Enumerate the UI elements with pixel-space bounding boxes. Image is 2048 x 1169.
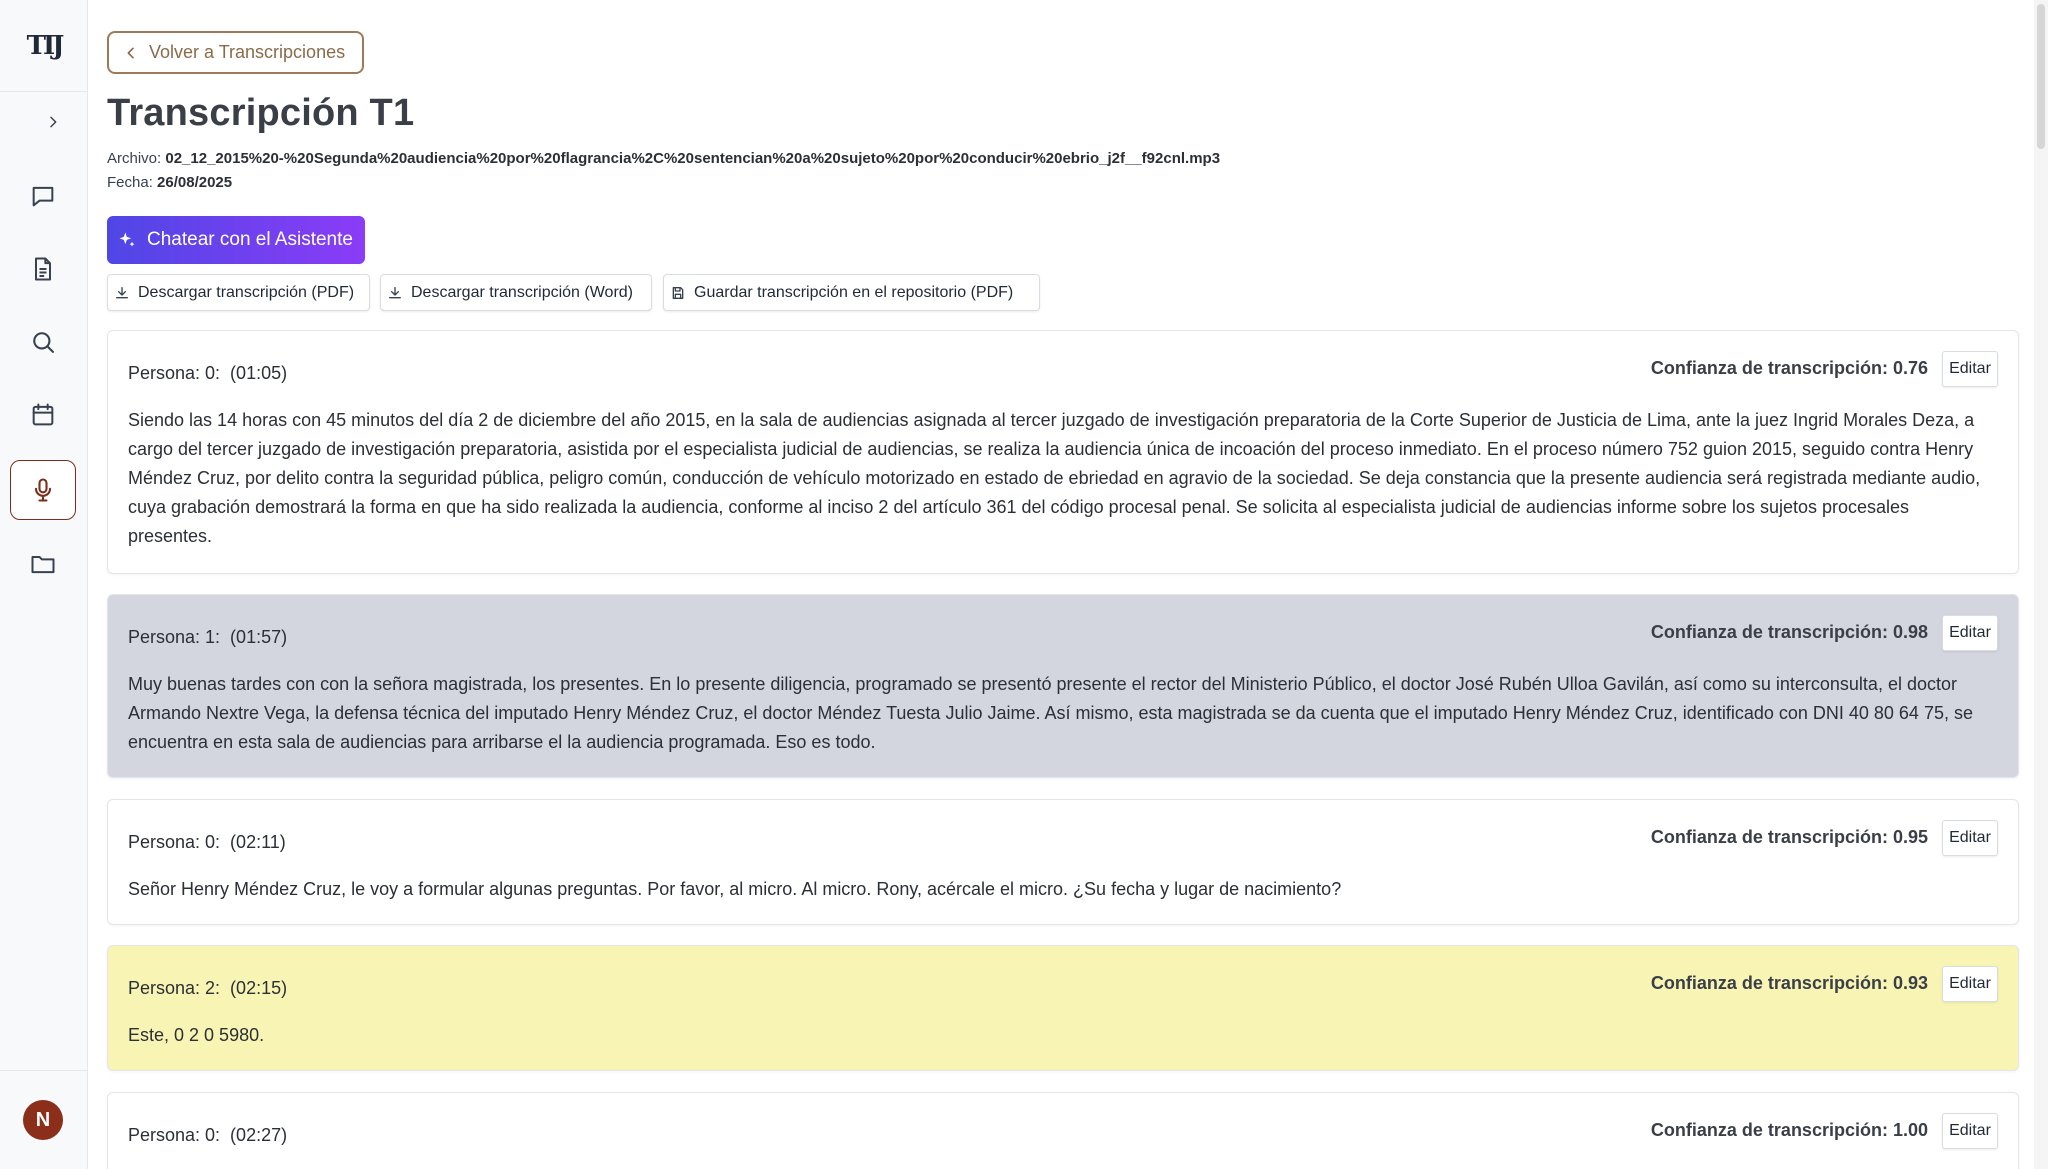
- edit-segment-button[interactable]: Editar: [1942, 615, 1998, 651]
- edit-segment-button[interactable]: Editar: [1942, 966, 1998, 1002]
- transcript-segment: [107, 799, 2019, 925]
- date-value: 26/08/2025: [157, 174, 233, 191]
- microphone-icon: [29, 476, 57, 504]
- edit-segment-button[interactable]: Editar: [1942, 820, 1998, 856]
- file-info: [107, 150, 1220, 167]
- download-icon: [114, 285, 130, 301]
- sidebar: [0, 0, 88, 1169]
- chat-icon: [29, 182, 57, 210]
- download-icon: [387, 285, 403, 301]
- segment-text: Este, 0 2 0 5980.: [128, 1025, 265, 1045]
- chevron-left-icon: [123, 45, 139, 61]
- transcript-segment: [107, 1092, 2019, 1169]
- segment-text: Señor Henry Méndez Cruz, le voy a formular algunas preguntas. Por favor, al micro. Al micro. Rony, acércale el micro. ¿Su fecha y lugar de nacimiento?: [128, 879, 1342, 899]
- sparkles-icon: [117, 230, 137, 250]
- edit-segment-button[interactable]: Editar: [1942, 351, 1998, 387]
- segment-speaker: Persona: 0: (02:11): [128, 832, 286, 852]
- folder-icon: [29, 550, 57, 578]
- segment-confidence: Confianza de transcripción: 0.93: [1650, 973, 1928, 993]
- segment-speaker: Persona: 1: (01:57): [128, 627, 288, 647]
- page-title: Transcripción T1: [107, 92, 415, 134]
- edit-segment-button[interactable]: Editar: [1942, 1113, 1998, 1149]
- save-icon: [670, 285, 686, 301]
- page-scrollbar[interactable]: [2034, 0, 2048, 1169]
- back-button-label: Volver a Transcripciones: [149, 42, 346, 62]
- sidebar-item-documents[interactable]: [10, 239, 76, 299]
- segment-speaker: Persona: 0: (02:27): [128, 1125, 288, 1145]
- segment-speaker: Persona: 2: (02:15): [128, 978, 288, 998]
- sidebar-item-chat[interactable]: [10, 166, 76, 226]
- transcript-segment: [107, 945, 2019, 1071]
- segment-speaker: Persona: 0: (01:05): [128, 363, 288, 383]
- expand-sidebar-button[interactable]: [0, 96, 88, 148]
- back-to-transcriptions-button[interactable]: [107, 31, 364, 74]
- transcript-segment: [107, 330, 2019, 574]
- date-label: Fecha:: [107, 174, 153, 191]
- download-pdf-button[interactable]: [107, 274, 370, 311]
- segment-confidence: Confianza de transcripción: 1.00: [1650, 1120, 1928, 1140]
- date-info: [107, 174, 232, 191]
- save-repository-button[interactable]: [663, 274, 1040, 311]
- download-word-label: Descargar transcripción (Word): [411, 283, 633, 301]
- download-word-button[interactable]: [380, 274, 652, 311]
- transcript-segment: [107, 594, 2019, 778]
- scrollbar-thumb[interactable]: [2037, 4, 2045, 149]
- segment-confidence: Confianza de transcripción: 0.76: [1650, 358, 1928, 378]
- chat-assistant-label: Chatear con el Asistente: [147, 229, 353, 250]
- download-pdf-label: Descargar transcripción (PDF): [138, 283, 355, 301]
- chevron-right-icon: [45, 114, 61, 130]
- file-label: Archivo:: [107, 150, 162, 167]
- segment-text: Siendo las 14 horas con 45 minutos del día 2 de diciembre del año 2015, en la sala de audiencias asignada al tercer juzgado de investigación preparatoria de la Corte Superior de Justicia de Lima, ante la juez Ingrid Morales Deza, a cargo del tercer juzgado de investigación preparatoria, asistida por el especialista judicial de audiencias, se realiza la audiencia única de incoación del proceso inmediato. En el proceso número 752 guion 2015, seguido contra Henry Méndez Cruz, por delito contra la seguridad pública, peligro común, conducción de vehículo motorizado en estado de ebriedad en agravio de la sociedad. Se deja constancia que la presente audiencia será registrada mediante audio, cuya grabación demostrará la forma en que ha sido realizada la audiencia, conforme al inciso 2 del artículo 361 del código procesal penal. Se solicita al especialista judicial de audiencias informe sobre los sujetos procesales presentes.: [128, 410, 1981, 546]
- file-name: 02_12_2015%20-%20Segunda%20audiencia%20por%20flagrancia%2C%20sentencian%20a%20sujeto%20por%20conducir%20ebrio_j2f__f92cnl.mp3: [165, 150, 1221, 167]
- calendar-icon: [29, 401, 57, 429]
- segment-confidence: Confianza de transcripción: 0.98: [1650, 622, 1928, 642]
- document-icon: [29, 255, 57, 283]
- sidebar-divider: [0, 1070, 88, 1071]
- sidebar-item-folders[interactable]: [10, 534, 76, 594]
- sidebar-item-calendar[interactable]: [10, 385, 76, 445]
- sidebar-item-transcriptions[interactable]: [10, 460, 76, 520]
- save-repository-label: Guardar transcripción en el repositorio (PDF): [694, 283, 1014, 301]
- search-icon: [29, 328, 57, 356]
- sidebar-item-search[interactable]: [10, 312, 76, 372]
- segment-confidence: Confianza de transcripción: 0.95: [1650, 827, 1928, 847]
- user-avatar[interactable]: N: [23, 1100, 63, 1140]
- app-logo[interactable]: TIJ: [0, 0, 88, 92]
- segment-text: Muy buenas tardes con con la señora magistrada, los presentes. En lo presente diligencia, programado se presentó presente el rector del Ministerio Público, el doctor José Rubén Ulloa Gavilán, así como su interconsulta, el doctor Armando Nextre Vega, la defensa técnica del imputado Henry Méndez Cruz, el doctor Méndez Tuesta Julio Jaime. Así mismo, esta magistrada se da cuenta que el imputado Henry Méndez Cruz, identificado con DNI 40 80 64 75, se encuentra en esta sala de audiencias para arribarse el la audiencia programada. Eso es todo.: [128, 674, 1973, 752]
- chat-assistant-button[interactable]: [107, 216, 365, 264]
